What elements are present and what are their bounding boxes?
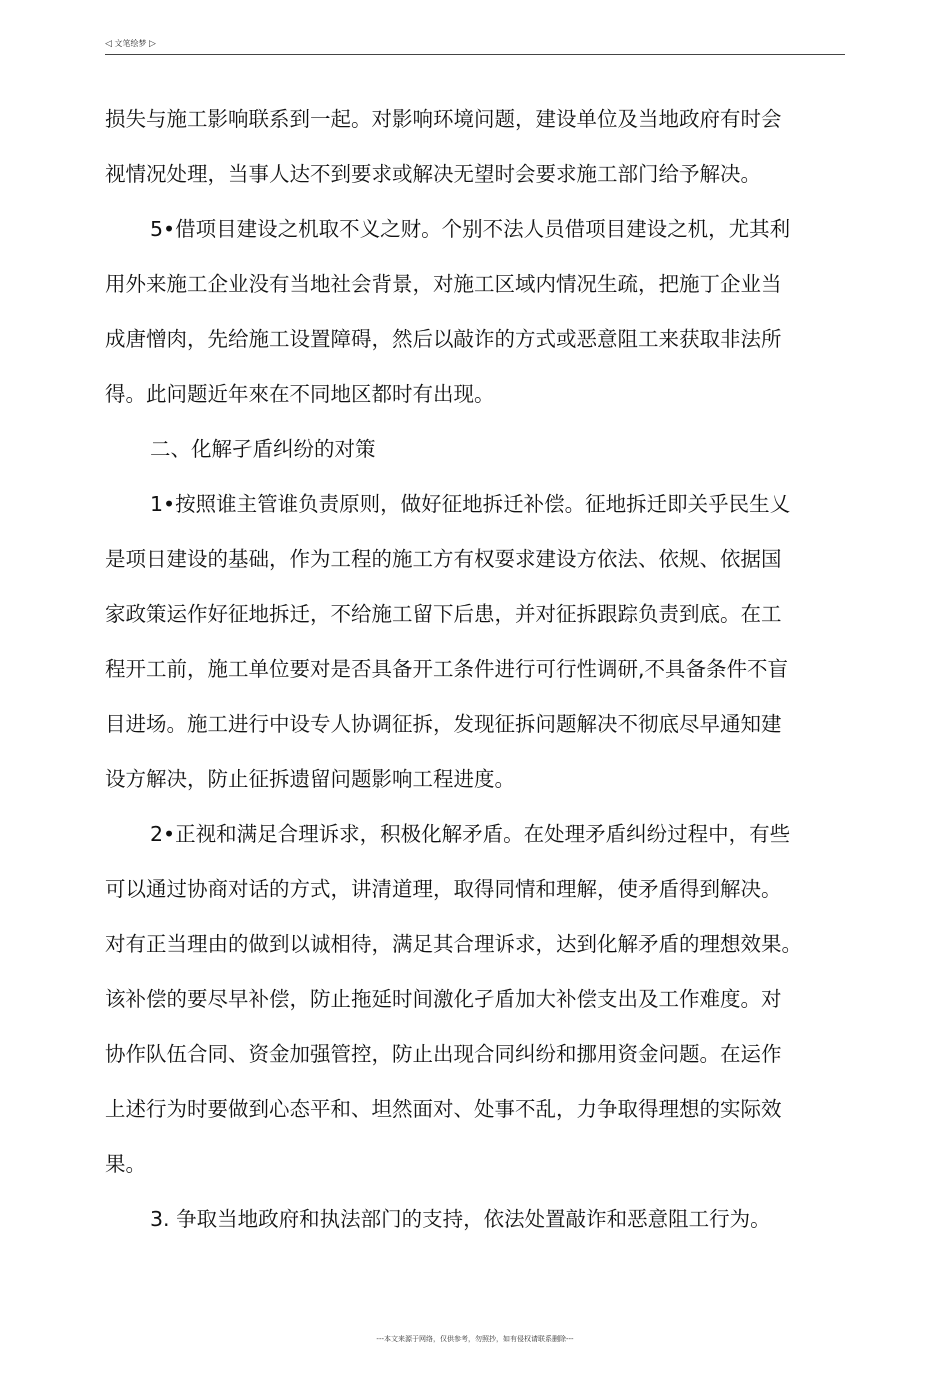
text-line: 二、化解孑盾纠纷的对策: [150, 437, 376, 461]
text-line: 目进场。施工进行中设专人协调征拆，发现征拆问题解决不彻底尽早通知建: [105, 712, 782, 736]
text-line: 该补偿的要尽早补偿，防止拖延时间激化孑盾加大补偿支出及工作难度。对: [105, 987, 782, 1011]
text-line: 得。此问题近年來在不同地区都时有出现。: [105, 382, 495, 406]
paragraph: [105, 202, 845, 422]
document-body: [105, 92, 845, 1247]
page-footer: ---本文来源于网络，仅供参考，勿照抄，如有侵权请联系删除---: [376, 1335, 574, 1343]
section-heading: [105, 422, 845, 477]
text-line: 是项日建设的基础，作为工程的施工方有权耍求建设方依法、依规、依据国: [105, 547, 782, 571]
paragraph: [105, 92, 845, 202]
text-line: 1•按照谁主管谁负责原则，做好征地拆迁补偿。征地拆迁即关乎民生乂: [150, 492, 791, 516]
text-line: 用外来施工企业没有当地社会背景，对施工区域内情况生疏，把施丁企业当: [105, 272, 782, 296]
paragraph: [105, 807, 845, 1192]
text-line: 上述行为时要做到心态平和、坦然面对、处事不乱，力争取得理想的实际效: [105, 1097, 782, 1121]
paragraph: [105, 1192, 845, 1247]
text-line: 成唐憎肉，先给施工设置障碍，然后以敲诈的方式或恶意阻工来获取非法所: [105, 327, 782, 351]
left-triangle-icon: ◁: [105, 39, 112, 49]
text-line: 家政策运作好征地拆迁，不给施工留下后患，并对征拆跟踪负责到底。在工: [105, 602, 782, 626]
header-title: 文笔绘梦: [114, 39, 147, 48]
paragraph: [105, 477, 845, 807]
text-line: 3. 争取当地政府和执法部门的支持，依法处置敲诈和恶意阻工行为。: [150, 1207, 771, 1231]
text-line: 设方解决，防止征拆遗留问题影响工程进度。: [105, 767, 515, 791]
text-line: 可以通过协商对话的方式，讲清道理，取得同情和理解，使矛盾得到解决。: [105, 877, 782, 901]
page-header: [105, 38, 845, 55]
right-triangle-icon: ▷: [149, 39, 156, 49]
text-line: 损失与施工影响联系到一起。对影响环境问题，建设单位及当地政府有时会: [105, 107, 782, 131]
text-line: 果。: [105, 1152, 146, 1176]
text-line: 对有正当理由的做到以诚相待，满足其合理诉求，达到化解矛盾的理想效果。: [105, 932, 802, 956]
text-line: 视情况处理，当事人达不到要求或解决无望时会要求施工部门给予解决。: [105, 162, 761, 186]
text-line: 5•借项目建设之机取不义之财。个别不法人员借项目建设之机，尤其利: [150, 217, 791, 241]
text-line: 协作队伍合同、资金加强管控，防止出现合同纠纷和挪用资金问题。在运作: [105, 1042, 782, 1066]
text-line: 2•正视和满足合理诉求，积极化解矛盾。在处理矛盾纠纷过程中，有些: [150, 822, 791, 846]
text-line: 程开工前，施工单位要对是否具备开工条件进行可行性调研,不具备条件不盲: [105, 657, 789, 681]
